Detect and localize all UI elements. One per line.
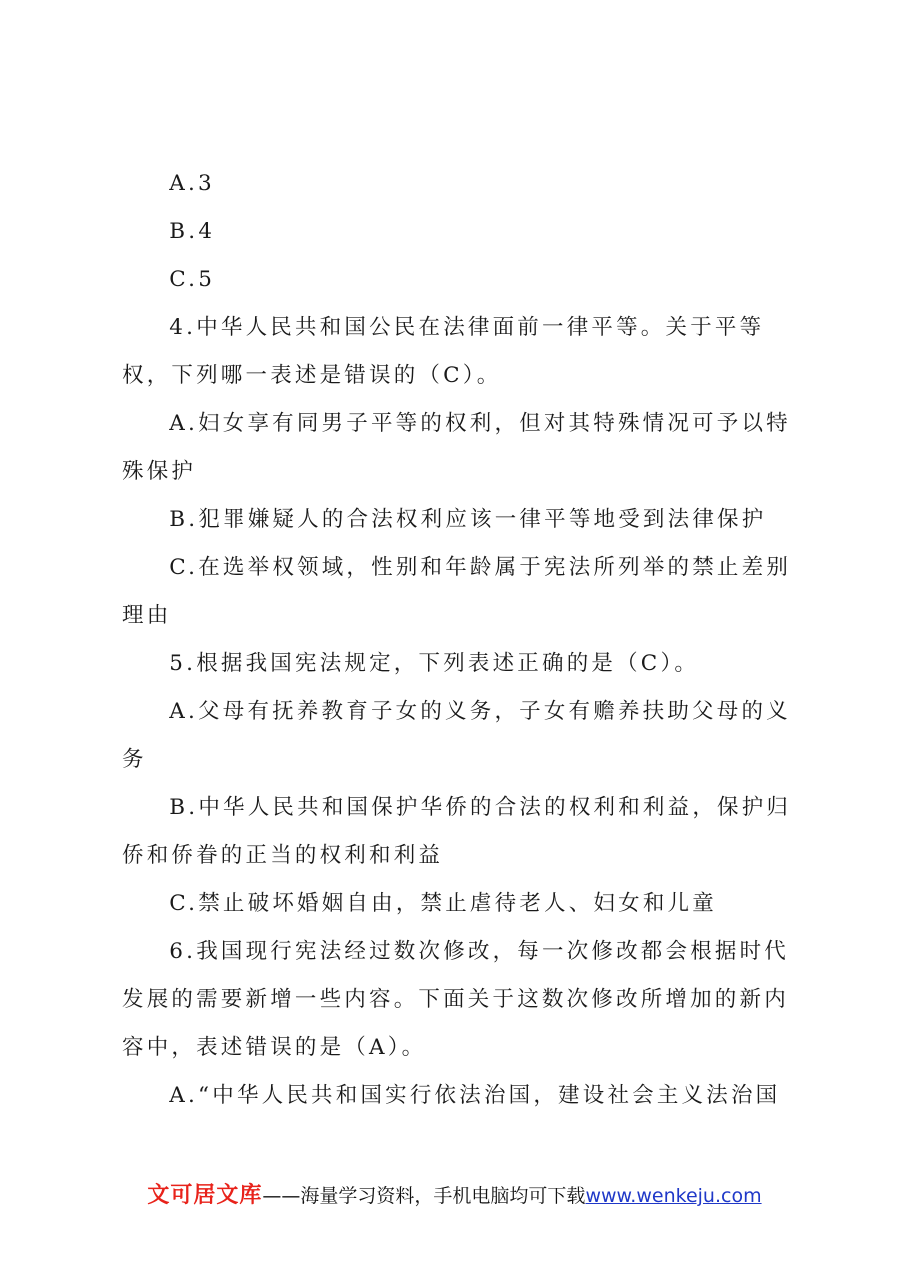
q6-option-a: A.“中华人民共和国实行依法治国，建设社会主义法治国: [169, 1083, 781, 1108]
website-link[interactable]: www.wenkeju.com: [585, 1185, 762, 1207]
q5-option-b: B.中华人民共和国保护华侨的合法的权利和利益，保护归侨和侨眷的正当的权利和利益: [122, 795, 792, 868]
question-4: 4.中华人民共和国公民在法律面前一律平等。关于平等权，下列哪一表述是错误的（C）。: [122, 315, 765, 388]
option-a: A.3: [169, 171, 215, 196]
q4-option-c: C.在选举权领域，性别和年龄属于宪法所列举的禁止差别理由: [122, 555, 792, 628]
q5-option-c: C.禁止破坏婚姻自由，禁止虐待老人、妇女和儿童: [169, 891, 717, 916]
q4-option-a: A.妇女享有同男子平等的权利，但对其特殊情况可予以特殊保护: [122, 411, 791, 484]
question-6: 6.我国现行宪法经过数次修改，每一次修改都会根据时代发展的需要新增一些内容。下面关于这数次修改所增加的新内容中，表述错误的是（A）。: [122, 939, 790, 1060]
option-b: B.4: [169, 219, 216, 244]
option-c: C.5: [169, 267, 216, 292]
q4-option-b: B.犯罪嫌疑人的合法权利应该一律平等地受到法律保护: [169, 507, 767, 532]
footer-tagline: ——海量学习资料，手机电脑均可下载: [262, 1185, 586, 1207]
document-body: [122, 160, 802, 1120]
footer-banner: [0, 1178, 909, 1209]
brand-name: 文可居文库: [147, 1183, 263, 1208]
q5-option-a: A.父母有抚养教育子女的义务，子女有赡养扶助父母的义务: [122, 699, 791, 772]
question-5: 5.根据我国宪法规定，下列表述正确的是（C）。: [169, 651, 700, 676]
